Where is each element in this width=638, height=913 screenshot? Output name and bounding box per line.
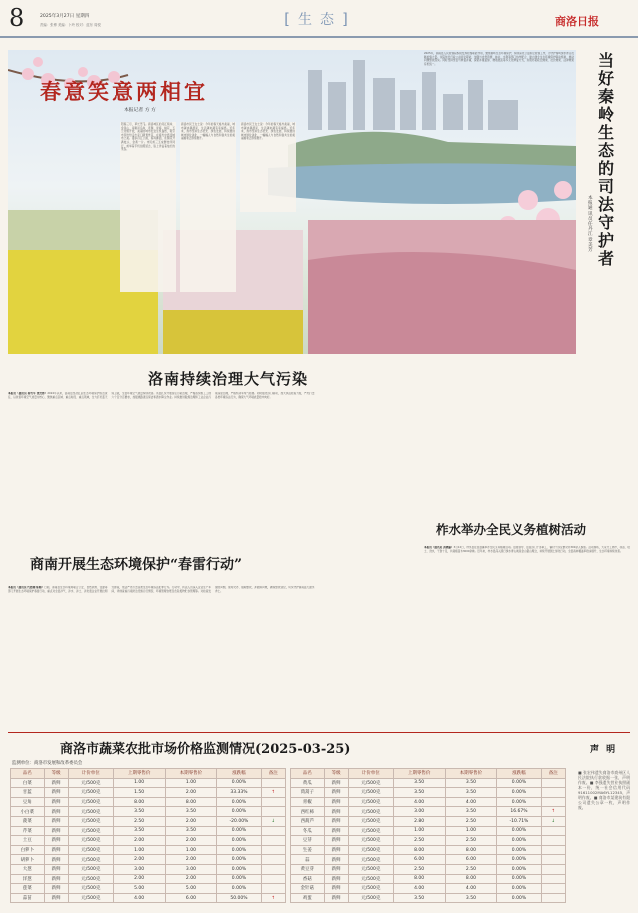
table-row [291,826,566,836]
editor-line: 责编：张博 美编：卜玲 校对：蓝东 周悦 [40,23,101,27]
table-cell: 8.00 [393,845,445,855]
table-cell: 2.00 [165,874,217,884]
table-cell: 3.50 [393,778,445,788]
table-cell: 元/500克 [68,826,113,836]
price-table-header: 品名 [11,769,45,779]
table-cell: 0.00% [217,807,261,817]
table-cell: 0.00% [217,845,261,855]
table-cell: 0.00% [497,826,541,836]
table-row [291,855,566,865]
table-cell: 3.50 [393,893,445,903]
table-cell [261,855,285,865]
feature-byline: 本报记者 方 方 [124,108,156,113]
table-cell: 黄豆芽 [291,864,325,874]
table-cell: 2.00 [165,836,217,846]
table-cell [541,893,565,903]
table-cell: 新鲜 [44,874,68,884]
table-cell: 1.00 [165,778,217,788]
table-cell: 新鲜 [324,884,348,894]
table-cell: 3.50 [445,893,497,903]
table-cell: 元/500克 [348,864,393,874]
table-cell [541,778,565,788]
table-cell: 元/500克 [68,807,113,817]
table-cell: 元/500克 [68,836,113,846]
table-row [11,893,286,903]
table-cell: 3.00 [393,807,445,817]
table-cell: 新鲜 [44,826,68,836]
date-line: 2025年3月27日 星期四 [40,14,90,19]
table-cell: 新鲜 [324,836,348,846]
table-cell [261,797,285,807]
table-cell [541,797,565,807]
table-cell: 生姜 [291,845,325,855]
table-cell: 8.00 [165,797,217,807]
table-cell: 1.00 [445,826,497,836]
air-story-title: 洛南持续治理大气污染 [147,370,308,388]
table-cell: 金针菇 [291,884,325,894]
table-cell: 2.50 [393,836,445,846]
price-table-header: 上期零售价 [113,769,165,779]
section-divider [8,732,630,733]
table-cell: 2.50 [445,816,497,826]
table-cell: 2.00 [165,855,217,865]
side-story-title: 当好秦岭生态的司法守护者 [598,51,615,268]
feature-body-right: 商洛市民王女士说：今年的春天格外美丽，城市越来越漂亮，生活越来越有幸福感。近年来，我市坚持生态优先、绿色发展，持续推进城市绿化美化，一幅幅人与自然和谐共生的美丽画卷正徐徐展开。 [240,122,296,212]
table-row [291,797,566,807]
table-cell: 5.00 [113,884,165,894]
price-table-right [290,768,566,903]
table-cell: 冬瓜 [291,826,325,836]
table-cell [541,884,565,894]
shangnan-story-title: 商南开展生态环境保护“春雷行动” [30,557,243,573]
table-cell: 元/500克 [348,807,393,817]
table-row [11,836,286,846]
table-cell: 2.00 [113,836,165,846]
table-row [11,874,286,884]
table-cell: 新鲜 [44,864,68,874]
table-cell: 新鲜 [324,788,348,798]
table-cell: 新鲜 [44,797,68,807]
table-cell: 新鲜 [44,845,68,855]
table-cell: 元/500克 [68,816,113,826]
table-cell: 3.50 [445,807,497,817]
table-cell: 元/500克 [348,797,393,807]
table-cell: 16.67% [497,807,541,817]
table-row [291,874,566,884]
table-cell: 新鲜 [324,874,348,884]
table-cell: 元/500克 [68,893,113,903]
table-cell: 0.00% [217,884,261,894]
feature-title: 春意笑意两相宜 [40,79,208,104]
table-cell [541,864,565,874]
table-cell: 新鲜 [44,788,68,798]
table-cell: 新鲜 [324,893,348,903]
table-cell: 新鲜 [324,807,348,817]
zhashui-story-title: 柞水举办全民义务植树活动 [436,522,587,537]
table-cell: 2.50 [445,836,497,846]
table-cell: 芹菜 [11,826,45,836]
table-row [291,816,566,826]
table-cell: 1.50 [113,788,165,798]
table-cell: 33.33% [217,788,261,798]
table-cell: 5.00 [165,884,217,894]
table-cell: 0.00% [497,797,541,807]
price-table-header: 等级 [44,769,68,779]
table-cell: ↓ [261,816,285,826]
table-cell: 元/500克 [68,778,113,788]
table-cell: 0.00% [497,836,541,846]
table-cell: 0.00% [217,874,261,884]
side-story-byline: 本报通讯员 任丹江 章美芳 [588,196,593,254]
table-cell: 新鲜 [324,797,348,807]
table-cell: 新鲜 [44,855,68,865]
table-cell: 3.50 [165,826,217,836]
table-cell: 3.50 [445,788,497,798]
table-cell: 4.00 [445,884,497,894]
table-row [11,845,286,855]
table-cell: 3.50 [165,807,217,817]
table-cell [261,845,285,855]
table-cell: 洋葱 [11,874,45,884]
table-cell [261,778,285,788]
table-cell: 0.00% [217,864,261,874]
table-cell: 香菇 [291,874,325,884]
table-cell: 2.00 [113,855,165,865]
table-cell: 1.00 [165,845,217,855]
price-table-header: 等级 [324,769,348,779]
table-cell: 新鲜 [44,807,68,817]
table-row [291,893,566,903]
table-cell: 黄瓜 [291,778,325,788]
price-table-header: 上期零售价 [393,769,445,779]
table-cell [541,845,565,855]
table-cell: 元/500克 [68,884,113,894]
table-cell: 元/500克 [348,816,393,826]
table-cell: 0.00% [497,855,541,865]
table-cell: 元/500克 [348,845,393,855]
table-cell: ↑ [261,893,285,903]
header-rule [0,36,638,38]
table-cell: 新鲜 [324,845,348,855]
table-cell [261,836,285,846]
table-cell: 1.00 [113,778,165,788]
table-cell: 新鲜 [324,816,348,826]
table-cell: 茼蒿子 [291,788,325,798]
feature-body-mid: 商洛市民王女士说：今年的春天格外美丽，城市越来越漂亮，生活越来越有幸福感。近年来，我市坚持生态优先、绿色发展，持续推进城市绿化美化，一幅幅人与自然和谐共生的美丽画卷正徐徐展开。 [180,122,236,292]
table-cell: 新鲜 [324,864,348,874]
shangnan-story-body: 本报讯（通讯员 代德刚 陈刚）日前，商南县生态环境局联合公安、自然资源、住建等部门开展生态环境保护春雷行动，重点对全县涉气、涉水、涉土、涉危废企业开展拉网式排查，依法严厉打击各类生态环境违法犯罪行为。行动中，执法人员深入企业生产车间，详细查看污染防治设施运行情况、环境管理台账及危险废物贮存管理等。对检查发现的问题，现场交办、限期整改，并跟踪问效，确保整改到位，切实守护商南蓝天碧水净土。 [8,586,315,593]
table-cell: 元/500克 [348,836,393,846]
table-cell: 6.00 [445,855,497,865]
table-cell: 1.00 [113,845,165,855]
table-cell: 0.00% [217,855,261,865]
table-cell: 0.00% [497,884,541,894]
table-cell: 3.50 [445,778,497,788]
table-cell: 胡萝卜 [11,855,45,865]
table-row [11,788,286,798]
table-cell: 元/500克 [68,864,113,874]
table-cell: 鸡蛋 [291,893,325,903]
table-cell: ↓ [541,816,565,826]
price-table-header: 备注 [261,769,285,779]
table-cell: 白萝卜 [11,845,45,855]
table-cell: 新鲜 [44,816,68,826]
table-cell: 2.50 [113,816,165,826]
table-row [11,884,286,894]
table-cell [541,855,565,865]
table-cell: 4.00 [393,884,445,894]
price-table-header: 备注 [541,769,565,779]
table-cell: 蒜苗 [11,893,45,903]
table-cell: 元/500克 [348,788,393,798]
table-cell: 甘蓝 [11,788,45,798]
table-row [11,816,286,826]
table-cell: 3.50 [113,807,165,817]
table-row [291,864,566,874]
side-story-body: 2025年，商南县人民检察院积极发挥检察职能作用，聚焦秦岭生态环境保护，持续深化公益诉讼检察工作，为守护秦岭绿水青山贡献检察力量。该院依托行政公益诉讼职能，加强与自然资源、林业、水利等部门协作配合，建立健全生态环境保护联动机制，推动问题整改落实。同时坚持惩治与修复并重，探索补植复绿、增殖放流等多元化修复方式，实现办案政治效果、社会效果、法律效果有机统一。 [424,52,574,66]
table-cell: 元/500克 [68,855,113,865]
table-cell: 2.00 [113,874,165,884]
price-table-header: 计价单位 [348,769,393,779]
table-cell: 元/500克 [348,893,393,903]
brand-logo: 商洛日报 [555,15,599,28]
table-cell: 土豆 [11,836,45,846]
statement-body: ■ 张宏伟遗失商洛市商州区人民法院执行款收据一张，声明作废。■ 李强遗失营业执照副本一份，统一社会信用代码91611002MA6YL12345，声明作废。■ 商洛市某建筑有限公司遗失公章一枚，声明作废。 [578,770,630,810]
table-cell: 莲菜 [11,884,45,894]
price-title: 商洛市蔬菜农批市场价格监测情况(2025-03-25) [60,742,351,757]
table-row [11,797,286,807]
table-cell: 8.00 [393,874,445,884]
zhashui-story-byline: 本报讯（通讯员 黄晓丽） [424,546,454,549]
table-cell: 元/500克 [348,884,393,894]
price-table-header: 本期零售价 [165,769,217,779]
table-cell: 3.00 [113,864,165,874]
table-row [11,826,286,836]
table-cell [261,864,285,874]
table-cell: 0.00% [217,836,261,846]
table-row [291,884,566,894]
page-number: 8 [9,4,25,32]
table-cell: 元/500克 [348,855,393,865]
table-cell: 2.00 [165,816,217,826]
price-table-header: 计价单位 [68,769,113,779]
table-cell: 菠菜 [11,816,45,826]
table-cell: 0.00% [497,864,541,874]
table-cell: -10.71% [497,816,541,826]
feature-body-left: 阳春三月，草长莺飞。商洛城区的丹江两岸、金凤山、南秦河沿岸，连翘、迎春、桃花、玉兰竞相开放，美丽的城市处处生机盎然，吸引市民纷纷走出家门踏青赏花，在春光中感受城市之美。漫步丹江公园，春风拂面，连翘花开满枝头，金黄一片。市民或三五成群结伴同行，或举着手机拍照留念，脸上洋溢着灿烂的笑容。 [120,122,176,292]
table-cell: 元/500克 [68,874,113,884]
table-cell: 2.80 [393,816,445,826]
table-cell: 元/500克 [68,797,113,807]
price-table-header: 涨跌幅 [217,769,261,779]
table-cell: 白菜 [11,778,45,788]
table-cell: 0.00% [497,788,541,798]
table-cell [261,826,285,836]
table-cell: 新鲜 [44,893,68,903]
table-cell: 2.00 [165,788,217,798]
table-cell: 小白菜 [11,807,45,817]
table-row [11,778,286,788]
table-cell [541,788,565,798]
table-cell: 0.00% [497,778,541,788]
table-cell: 8.00 [445,845,497,855]
table-cell [541,836,565,846]
table-cell: 3.50 [113,826,165,836]
table-cell: 0.00% [497,845,541,855]
table-cell: 元/500克 [348,778,393,788]
price-table-header: 品名 [291,769,325,779]
table-cell: 新鲜 [324,855,348,865]
table-row [291,836,566,846]
table-cell: 元/500克 [348,874,393,884]
table-cell: 豆角 [11,797,45,807]
section-title: [生态] [284,10,356,28]
table-cell: 元/500克 [348,826,393,836]
table-row [11,855,286,865]
table-cell: 新鲜 [44,836,68,846]
price-source: 监测单位：商洛市发展和改革委员会 [12,761,83,766]
air-story-body: 本报讯（通讯员 杨雪军 张贵锋）2024年以来，洛南县坚决扛起生态环境保护政治责任，以改善环境空气质量为核心，聚焦重点区域、重点时段、重点领域，全力打好蓝天保卫战，全县环境空气质量持续改善。该县扎实开展扬尘污染治理，严格落实施工工地六个百分百要求，加强道路清扫保洁和洒水降尘作业。持续推进散煤治理和工业企业污染深度治理，严格机动车尾气检测。同时强化部门联动，加大执法检查力度，严厉打击各类环境违法行为，确保大气环境质量稳中向好。 [8,392,315,399]
air-story-byline: 本报讯（通讯员 杨雪军 张贵锋） [8,392,48,395]
table-cell: 元/500克 [68,845,113,855]
table-cell: 0.00% [497,874,541,884]
table-cell: ↑ [541,807,565,817]
table-cell [261,807,285,817]
table-cell: 新鲜 [324,778,348,788]
table-cell: 新鲜 [324,826,348,836]
shangnan-story-byline: 本报讯（通讯员 代德刚 陈刚） [8,586,45,589]
table-row [291,845,566,855]
table-cell: 0.00% [497,893,541,903]
price-table-header: 本期零售价 [445,769,497,779]
table-row [291,807,566,817]
table-cell: 1.00 [393,826,445,836]
table-cell: 4.00 [113,893,165,903]
table-cell: 青椒 [291,797,325,807]
table-row [11,807,286,817]
table-row [291,788,566,798]
table-cell: 蒜 [291,855,325,865]
table-cell: 2.50 [393,864,445,874]
table-cell [261,884,285,894]
table-cell: 6.00 [393,855,445,865]
table-row [291,778,566,788]
table-cell: 8.00 [445,874,497,884]
table-cell: 大葱 [11,864,45,874]
table-cell: 0.00% [217,797,261,807]
table-cell: 6.00 [165,893,217,903]
table-cell: 西葫芦 [291,816,325,826]
table-cell: 4.00 [445,797,497,807]
table-cell: 50.00% [217,893,261,903]
table-cell: 0.00% [217,826,261,836]
table-cell: ↑ [261,788,285,798]
table-cell: 3.50 [393,788,445,798]
price-table-header: 涨跌幅 [497,769,541,779]
table-cell: 新鲜 [44,884,68,894]
table-cell: -20.00% [217,816,261,826]
table-cell: 2.50 [445,864,497,874]
table-cell: 元/500克 [68,788,113,798]
table-cell [541,826,565,836]
statement-title: 声 明 [590,745,618,755]
table-cell: 0.00% [217,778,261,788]
price-table-left [10,768,286,903]
table-cell: 3.00 [165,864,217,874]
zhashui-story-body: 本报讯（通讯员 黄晓丽）3月12日，柞水县在营盘镇举办全民义务植树活动。县级领导、县直部门干部职工、镇村干部及群众共300余人参加。活动现场，大家分工协作，扶苗、培土、浇水，干劲十足，共栽植苗木3000余株。近年来，柞水县深入践行绿水青山就是金山银山理念，持续开展国土绿化行动，全县森林覆盖率稳步提升，生态环境持续改善。 [424,546,630,553]
table-cell: 新鲜 [44,778,68,788]
table-row [11,864,286,874]
table-cell [541,874,565,884]
table-cell: 8.00 [113,797,165,807]
table-cell [261,874,285,884]
table-cell: 4.00 [393,797,445,807]
table-cell: 西红柿 [291,807,325,817]
table-cell: 豆芽 [291,836,325,846]
